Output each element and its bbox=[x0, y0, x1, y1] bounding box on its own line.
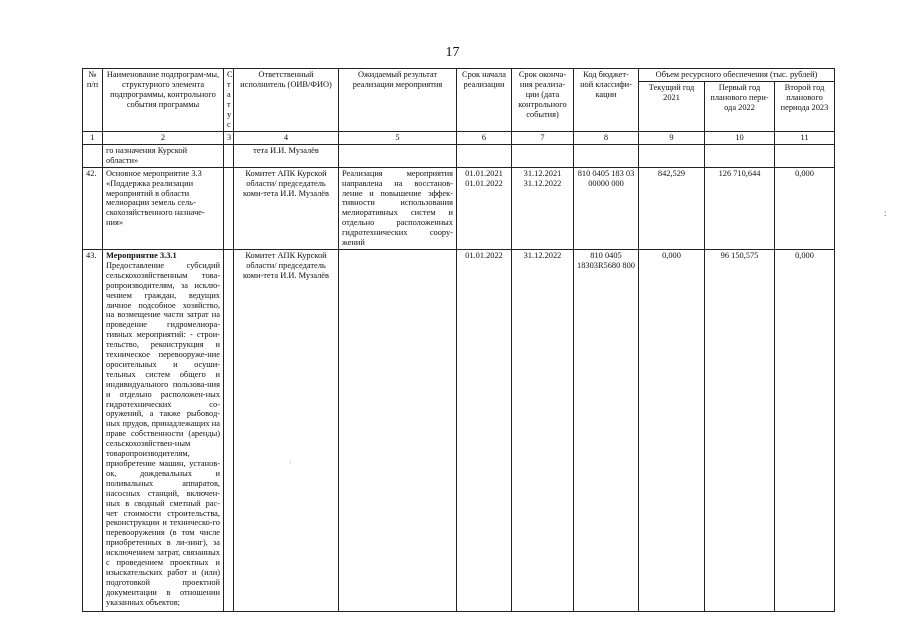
column-number-row bbox=[83, 132, 835, 145]
row-end bbox=[512, 144, 574, 167]
row-result bbox=[339, 249, 457, 611]
row-2023 bbox=[775, 144, 835, 167]
status-letter: т bbox=[227, 99, 231, 109]
row-2021: 842,529 bbox=[639, 167, 705, 249]
column-number: 1 bbox=[83, 132, 103, 145]
table-row bbox=[83, 144, 835, 167]
row-name: Предоставление субсидий сельскохозяйственным това-ропроизводителям, за исклю-чением граждан, ведущих личное подсобное хозяйство, на возмещение части затрат на проведение гидромелиора-тивных мероприятий: - строи-тельство, реконструкция и техническое перевооруже-ние оросительных и осуши-тельных систем общего и индивидуального пользова-ния и отдельно расположен-ных гидротехнических со-оружений, а также рыбовод-ных прудов, принадлежащих на праве собственности (аренды) сельскохозяйствен-ным товаропроизводителям, приобретение машин, установ-ок, дождевальных и поливальных аппаратов, насосных станций, включен-ных в сводный сметный рас-чет стоимости строительства, реконструкции и техническо-го перевооружения (в том числе приобретенных в ли-зинг), за исключением затрат, связанных с проведением проектных и изыскательских работ и (или) подготовкой проектной документации в отношении указанных объектов; bbox=[106, 260, 220, 607]
row-code: 810 0405 18303R5680 800 bbox=[574, 249, 639, 611]
column-number: 8 bbox=[574, 132, 639, 145]
column-number: 5 bbox=[339, 132, 457, 145]
header-volume: Объем ресурсного обеспечения (тыс. рублей) bbox=[639, 69, 835, 82]
row-code bbox=[574, 144, 639, 167]
column-number: 6 bbox=[457, 132, 512, 145]
row-executor: Комитет АПК Курской области/ председатель коми-тета И.И. Музалёв bbox=[234, 249, 339, 611]
header-result: Ожидаемый результат реализации мероприятия bbox=[339, 69, 457, 132]
row-executor: тета И.И. Музалёв bbox=[234, 144, 339, 167]
column-number: 9 bbox=[639, 132, 705, 145]
header-current-year: Текущий год 2021 bbox=[639, 81, 705, 131]
table-row bbox=[83, 249, 835, 611]
row-end: 31.12.2022 bbox=[512, 249, 574, 611]
row-status bbox=[224, 249, 234, 611]
header-budget-code: Код бюджет-ной классифи-кации bbox=[574, 69, 639, 132]
resource-table bbox=[82, 68, 835, 612]
row-start: 01.01.2022 bbox=[457, 249, 512, 611]
row-num bbox=[83, 144, 103, 167]
row-code: 810 0405 183 03 00000 000 bbox=[574, 167, 639, 249]
row-start bbox=[457, 144, 512, 167]
row-2022: 126 710,644 bbox=[705, 167, 775, 249]
row-name: го назначения Курской области» bbox=[103, 144, 224, 167]
row-num: 42. bbox=[83, 167, 103, 249]
row-name-title: Мероприятие 3.3.1 bbox=[106, 250, 177, 260]
column-number: 2 bbox=[103, 132, 224, 145]
row-executor: Комитет АПК Курской области/ председатель коми-тета И.И. Музалёв bbox=[234, 167, 339, 249]
row-result bbox=[339, 144, 457, 167]
row-2021: 0,000 bbox=[639, 249, 705, 611]
table-row bbox=[83, 167, 835, 249]
header-num: № п/п bbox=[83, 69, 103, 132]
row-start: 01.01.2021 01.01.2022 bbox=[457, 167, 512, 249]
row-status bbox=[224, 167, 234, 249]
status-letter: с bbox=[227, 119, 231, 129]
header-start: Срок начала реализации bbox=[457, 69, 512, 132]
status-letter: а bbox=[227, 89, 231, 99]
row-2023: 0,000 bbox=[775, 249, 835, 611]
status-letter: С bbox=[227, 70, 233, 79]
status-letter: т bbox=[227, 79, 231, 89]
column-number: 10 bbox=[705, 132, 775, 145]
row-num: 43. bbox=[83, 249, 103, 611]
row-2023: 0,000 bbox=[775, 167, 835, 249]
row-status bbox=[224, 144, 234, 167]
header-name: Наименование подпрограм-мы, структурного элемента подпрограммы, контрольного события программы bbox=[103, 69, 224, 132]
margin-mark: : bbox=[884, 208, 887, 218]
page-number: 17 bbox=[445, 45, 460, 60]
header-first-year: Первый год планового пери-ода 2022 bbox=[705, 81, 775, 131]
row-2021 bbox=[639, 144, 705, 167]
header-executor: Ответственный исполнитель (ОИВ/ФИО) bbox=[234, 69, 339, 132]
header-end: Срок оконча-ния реализа-ции (дата контрольного события) bbox=[512, 69, 574, 132]
header-row-1 bbox=[83, 69, 835, 82]
header-second-year: Второй год планового периода 2023 bbox=[775, 81, 835, 131]
scan-dot: · bbox=[289, 458, 292, 467]
row-2022: 96 150,575 bbox=[705, 249, 775, 611]
row-end: 31.12.2021 31.12.2022 bbox=[512, 167, 574, 249]
row-name: Основное мероприятие 3.3 «Поддержка реализации мероприятий в области мелиорации земель сель-скохозяйственного назначе-ния» bbox=[103, 167, 224, 249]
row-name-cell bbox=[103, 249, 224, 611]
column-number: 4 bbox=[234, 132, 339, 145]
header-status bbox=[224, 69, 234, 132]
status-letter: у bbox=[227, 109, 232, 119]
column-number: 11 bbox=[775, 132, 835, 145]
column-number: 7 bbox=[512, 132, 574, 145]
row-result: Реализация мероприятия направлена на восстанов-ление и повышение эффек-тивности использования мелиоративных систем и отдельно расположенных гидротехнических соору-жений bbox=[339, 167, 457, 249]
row-2022 bbox=[705, 144, 775, 167]
column-number: 3 bbox=[224, 132, 234, 145]
